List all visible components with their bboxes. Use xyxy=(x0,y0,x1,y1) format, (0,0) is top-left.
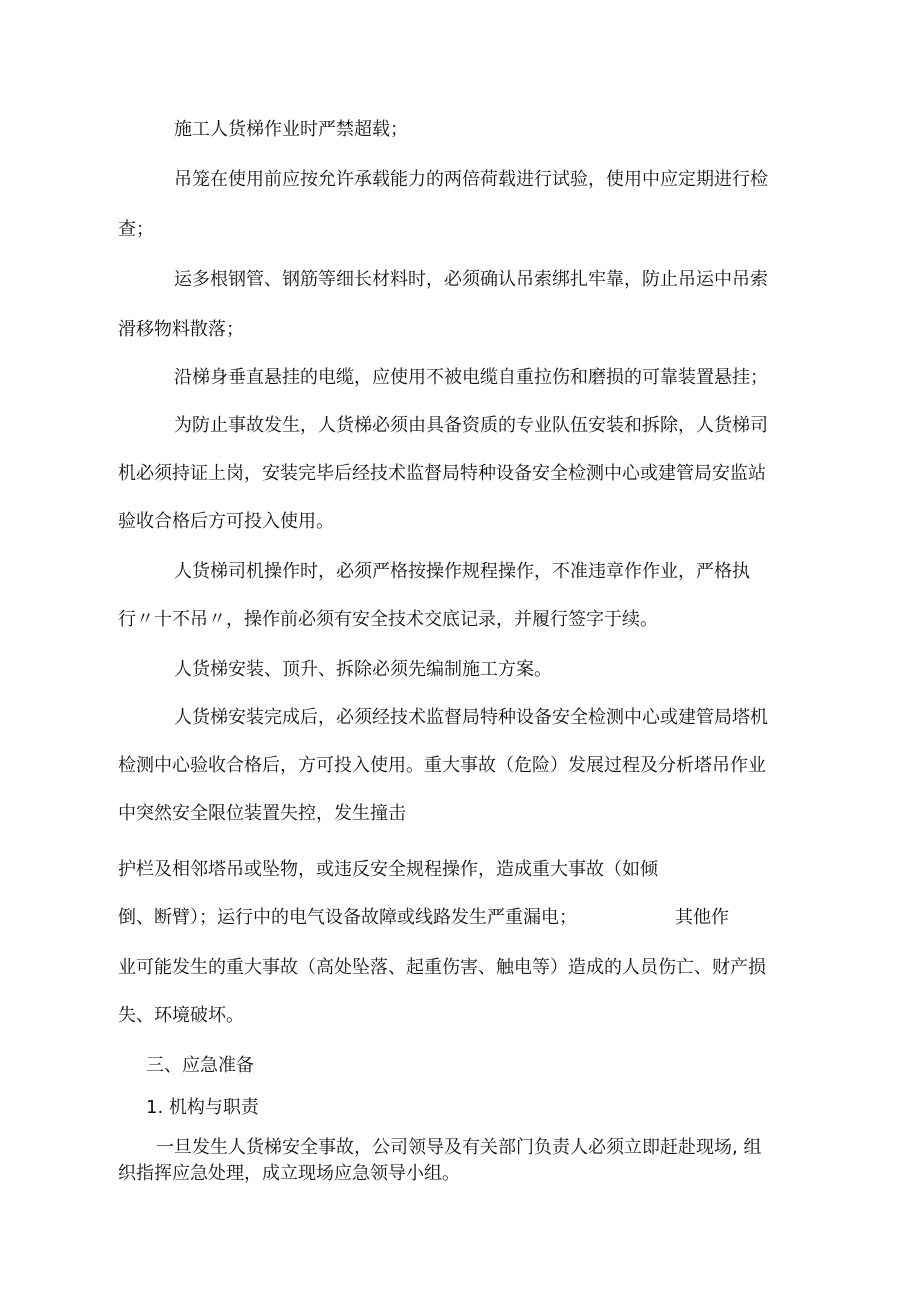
paragraph-line: 失、环境破坏。 xyxy=(118,1005,244,1026)
paragraph-line: 为防止事故发生，人货梯必须由具备资质的专业队伍安装和拆除，人货梯司 xyxy=(174,415,768,436)
section-heading: 三、应急准备 xyxy=(146,1055,254,1076)
paragraph-line: 织指挥应急处理，成立现场应急领导小组。 xyxy=(118,1163,460,1184)
paragraph-line: 查； xyxy=(118,219,154,240)
paragraph-line: 护栏及相邻塔吊或坠物，或违反安全规程操作，造成重大事故（如倾 xyxy=(118,859,658,880)
paragraph-line: 检测中心验收合格后，方可投入使用。重大事故（危险）发展过程及分析塔吊作业 xyxy=(118,755,766,776)
paragraph-line: 运多根钢管、钢筋等细长材料时，必须确认吊索绑扎牢靠，防止吊运中吊索 xyxy=(174,269,768,290)
paragraph-line: 一旦发生人货梯安全事故，公司领导及有关部门负责人必须立即赶赴现场, 组 xyxy=(156,1137,762,1158)
paragraph-line: 人货梯安装完成后，必须经技术监督局特种设备安全检测中心或建管局塔机 xyxy=(174,707,768,728)
paragraph-line: 业可能发生的重大事故（高处坠落、起重伤害、触电等）造成的人员伤亡、财产损 xyxy=(118,957,766,978)
paragraph-line: 施工人货梯作业时严禁超载； xyxy=(174,119,408,140)
paragraph-line: 人货梯安装、顶升、拆除必须先编制施工方案。 xyxy=(174,659,552,680)
paragraph-line xyxy=(118,906,729,930)
paragraph-line: 机必须持证上岗，安装完毕后经技术监督局特种设备安全检测中心或建管局安监站 xyxy=(118,463,766,484)
paragraph-line: 人货梯司机操作时，必须严格按操作规程操作，不准违章作作业，严格执 xyxy=(174,561,750,582)
subsection-heading: 1. 机构与职责 xyxy=(146,1097,259,1118)
paragraph-line: 中突然安全限位装置失控，发生撞击 xyxy=(118,803,406,824)
paragraph-line: 行〃十不吊〃，操作前必须有安全技术交底记录，并履行签字于续。 xyxy=(118,609,658,630)
paragraph-line: 验收合格后方可投入使用。 xyxy=(118,511,334,532)
paragraph-line-text: 其他作 xyxy=(675,907,729,928)
paragraph-line: 滑移物料散落； xyxy=(118,319,244,340)
paragraph-line: 沿梯身垂直悬挂的电缆，应使用不被电缆自重拉伤和磨损的可靠装置悬挂； xyxy=(174,367,768,388)
paragraph-line-text: 倒、断臂）；运行中的电气设备故障或线路发生严重漏电； xyxy=(118,907,577,928)
paragraph-line: 吊笼在使用前应按允许承载能力的两倍荷载进行试验，使用中应定期进行检 xyxy=(174,169,768,190)
